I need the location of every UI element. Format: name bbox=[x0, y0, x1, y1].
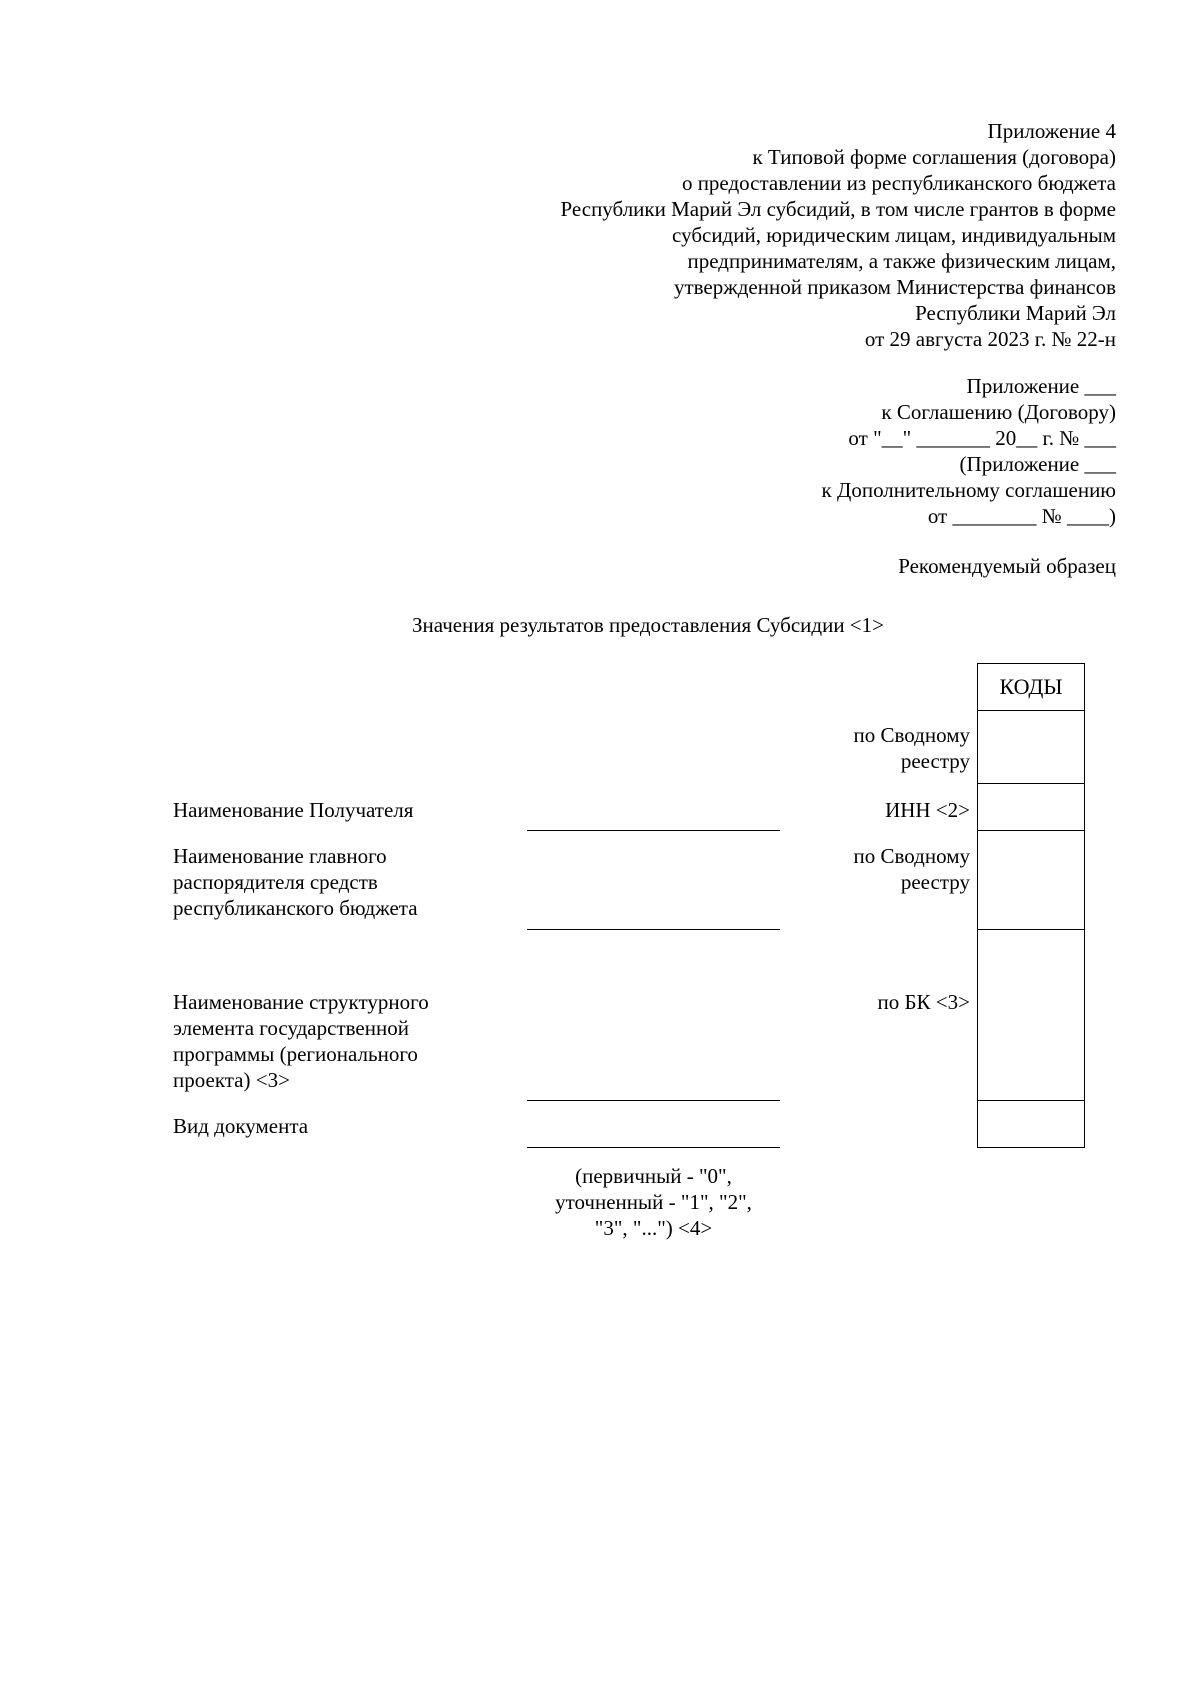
appendix-4-line: от 29 августа 2023 г. № 22-н bbox=[864, 327, 1116, 351]
main-manager-field[interactable] bbox=[527, 929, 780, 930]
appendix-4-line: Приложение 4 bbox=[987, 119, 1116, 143]
note-line: "3", "...") <4> bbox=[594, 1216, 713, 1240]
agreement-appendix-line: (Приложение ___ bbox=[959, 452, 1116, 476]
appendix-4-line: утвержденной приказом Министерства финансов bbox=[673, 275, 1116, 299]
note-line: уточненный - "1", "2", bbox=[555, 1190, 752, 1214]
codes-divider bbox=[978, 783, 1084, 784]
codes-header: КОДЫ bbox=[999, 674, 1063, 699]
label-line: республиканского бюджета bbox=[173, 896, 418, 920]
agreement-appendix-header bbox=[822, 373, 1116, 529]
codes-table bbox=[977, 663, 1085, 1148]
label-line: элемента государственной bbox=[173, 1016, 409, 1040]
label-line: реестру bbox=[900, 749, 970, 773]
label-line: по Сводному bbox=[853, 723, 970, 747]
appendix-4-header bbox=[561, 118, 1117, 352]
document-title: Значения результатов предоставления Субсидии <1> bbox=[412, 613, 884, 637]
label-line: проекта) <3> bbox=[173, 1068, 290, 1092]
codes-divider bbox=[978, 830, 1084, 831]
agreement-appendix-line: от ________ № ____) bbox=[927, 504, 1116, 528]
codes-divider bbox=[978, 1100, 1084, 1101]
label-line: Наименование структурного bbox=[173, 990, 429, 1014]
codes-divider bbox=[978, 929, 1084, 930]
note-line: (первичный - "0", bbox=[575, 1164, 732, 1188]
appendix-4-line: к Типовой форме соглашения (договора) bbox=[752, 145, 1116, 169]
label-doc-type: Вид документа bbox=[173, 1114, 309, 1138]
label-line: Наименование главного bbox=[173, 844, 387, 868]
codes-divider bbox=[978, 710, 1084, 711]
appendix-4-line: о предоставлении из республиканского бюджета bbox=[681, 171, 1116, 195]
appendix-4-line: Республики Марий Эл bbox=[915, 301, 1116, 325]
doc-type-field[interactable] bbox=[527, 1147, 780, 1148]
recipient-name-field[interactable] bbox=[527, 830, 780, 831]
appendix-4-line: предпринимателям, а также физическим лицам, bbox=[687, 249, 1116, 273]
agreement-appendix-line: Приложение ___ bbox=[966, 374, 1116, 398]
label-line: реестру bbox=[900, 870, 970, 894]
label-svod-reestr-2 bbox=[854, 843, 970, 895]
label-bk: по БК <3> bbox=[877, 990, 970, 1014]
label-line: по Сводному bbox=[853, 844, 970, 868]
label-structural-element bbox=[173, 989, 429, 1093]
recommended-sample: Рекомендуемый образец bbox=[898, 554, 1116, 578]
agreement-appendix-line: к Дополнительному соглашению bbox=[821, 478, 1116, 502]
appendix-4-line: Республики Марий Эл субсидий, в том числе грантов в форме bbox=[560, 197, 1116, 221]
agreement-appendix-line: к Соглашению (Договору) bbox=[881, 400, 1116, 424]
label-line: распорядителя средств bbox=[173, 870, 378, 894]
appendix-4-line: субсидий, юридическим лицам, индивидуальным bbox=[672, 223, 1116, 247]
label-line: программы (регионального bbox=[173, 1042, 418, 1066]
label-inn: ИНН <2> bbox=[885, 798, 970, 822]
label-recipient-name: Наименование Получателя bbox=[173, 798, 414, 822]
label-svod-reestr-1 bbox=[854, 722, 970, 774]
doc-type-note bbox=[527, 1163, 780, 1241]
agreement-appendix-line: от "__" _______ 20__ г. № ___ bbox=[848, 426, 1116, 450]
structural-element-field[interactable] bbox=[527, 1100, 780, 1101]
label-main-manager bbox=[173, 843, 418, 921]
